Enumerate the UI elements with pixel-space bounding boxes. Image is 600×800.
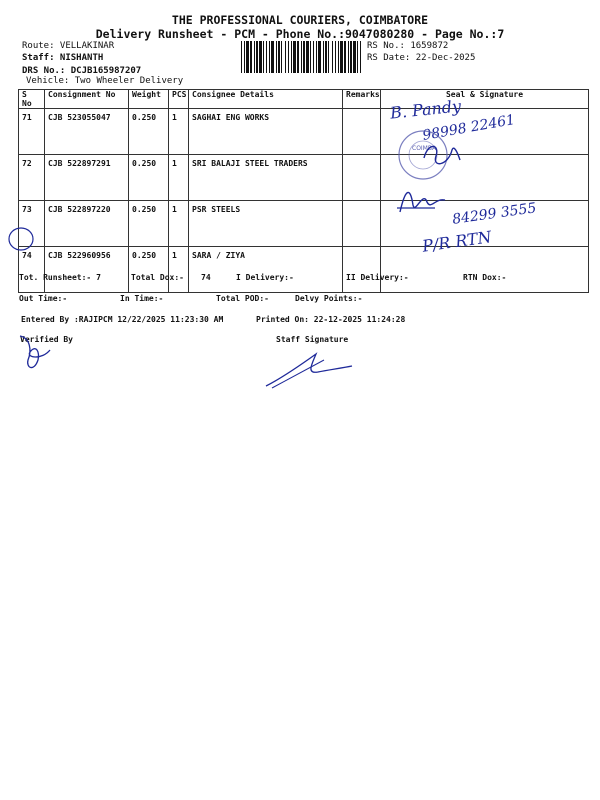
signature-row-2 bbox=[418, 140, 462, 170]
cell-remarks bbox=[343, 247, 381, 293]
table-header-row bbox=[19, 90, 589, 109]
cell-sno: 71 bbox=[19, 109, 45, 155]
staff-text: Staff: NISHANTH bbox=[22, 53, 104, 63]
cell-weight: 0.250 bbox=[129, 247, 169, 293]
printed-on: Printed On: 22-12-2025 11:24:28 bbox=[256, 315, 406, 324]
cell-remarks bbox=[343, 109, 381, 155]
cell-weight: 0.250 bbox=[129, 109, 169, 155]
table-row bbox=[19, 247, 589, 293]
cell-remarks bbox=[343, 155, 381, 201]
cell-consignee: SARA / ZIYA bbox=[189, 247, 343, 293]
cell-consignment: CJB 523055047 bbox=[45, 109, 129, 155]
cell-sno: 74 bbox=[19, 247, 45, 293]
cell-sno: 72 bbox=[19, 155, 45, 201]
col-header-sno: S No bbox=[19, 90, 45, 109]
col-header-consignee: Consignee Details bbox=[189, 90, 343, 109]
signature-row-3 bbox=[395, 180, 465, 220]
col-header-weight: Weight bbox=[129, 90, 169, 109]
total-pod: Total POD:- bbox=[216, 294, 269, 303]
cell-consignee: SRI BALAJI STEEL TRADERS bbox=[189, 155, 343, 201]
cell-pcs: 1 bbox=[169, 201, 189, 247]
cell-pcs: 1 bbox=[169, 155, 189, 201]
entered-by: Entered By :RAJIPCM 12/22/2025 11:23:30 AM bbox=[21, 315, 224, 324]
handwritten-phone-2: 84299 3555 bbox=[451, 200, 538, 228]
barcode-image bbox=[241, 41, 362, 73]
rs-number: RS No.: 1659872 bbox=[367, 41, 449, 51]
circle-mark bbox=[6, 226, 36, 252]
runsheet-subtitle: Delivery Runsheet - PCM - Phone No.:9047080280 - Page No.:7 bbox=[95, 27, 505, 41]
col-header-pcs: PCS bbox=[169, 90, 189, 109]
cell-consignment: CJB 522960956 bbox=[45, 247, 129, 293]
handwritten-rtn-note: P/R RTN bbox=[421, 227, 493, 256]
cell-pcs: 1 bbox=[169, 109, 189, 155]
total-dox-value: 74 bbox=[201, 273, 211, 282]
drs-number: DRS No.: DCJB165987207 bbox=[22, 66, 142, 76]
cell-weight: 0.250 bbox=[129, 155, 169, 201]
delvy-points: Delvy Points:- bbox=[295, 294, 363, 303]
verified-by-signature bbox=[16, 330, 56, 374]
col-header-consignment: Consignment No bbox=[45, 90, 129, 109]
company-title: THE PROFESSIONAL COURIERS, COIMBATORE bbox=[171, 13, 429, 27]
col-header-remarks: Remarks bbox=[343, 90, 381, 109]
cell-remarks bbox=[343, 201, 381, 247]
i-delivery: I Delivery:- bbox=[236, 273, 294, 282]
cell-signature bbox=[381, 247, 589, 293]
cell-consignee: SAGHAI ENG WORKS bbox=[189, 109, 343, 155]
cell-pcs: 1 bbox=[169, 247, 189, 293]
cell-consignee: PSR STEELS bbox=[189, 201, 343, 247]
cell-weight: 0.250 bbox=[129, 201, 169, 247]
cell-sno: 73 bbox=[19, 201, 45, 247]
rs-date: RS Date: 22-Dec-2025 bbox=[367, 53, 476, 63]
out-time: Out Time:- bbox=[19, 294, 68, 303]
in-time: In Time:- bbox=[120, 294, 164, 303]
col-header-seal-signature: Seal & Signature bbox=[381, 90, 589, 109]
staff-signature-label: Staff Signature bbox=[276, 335, 349, 344]
cell-consignment: CJB 522897291 bbox=[45, 155, 129, 201]
ii-delivery: II Delivery:- bbox=[346, 273, 409, 282]
tot-runsheet: Tot. Runsheet:- 7 bbox=[19, 273, 101, 282]
total-dox-label: Total Dox:- bbox=[131, 273, 184, 282]
table-row bbox=[19, 155, 589, 201]
route-text: Route: VELLAKINAR bbox=[22, 41, 115, 51]
staff-signature-scribble bbox=[262, 348, 354, 390]
rtn-dox: RTN Dox:- bbox=[463, 273, 507, 282]
handwritten-phone-1: 98998 22461 bbox=[421, 112, 517, 144]
verified-by: Verified By bbox=[20, 335, 73, 344]
cell-consignment: CJB 522897220 bbox=[45, 201, 129, 247]
stamp-text: COIMBA bbox=[412, 145, 437, 152]
handwritten-recipient-name: B. Pandy bbox=[389, 96, 462, 123]
vehicle-text: Vehicle: Two Wheeler Delivery bbox=[26, 76, 184, 86]
